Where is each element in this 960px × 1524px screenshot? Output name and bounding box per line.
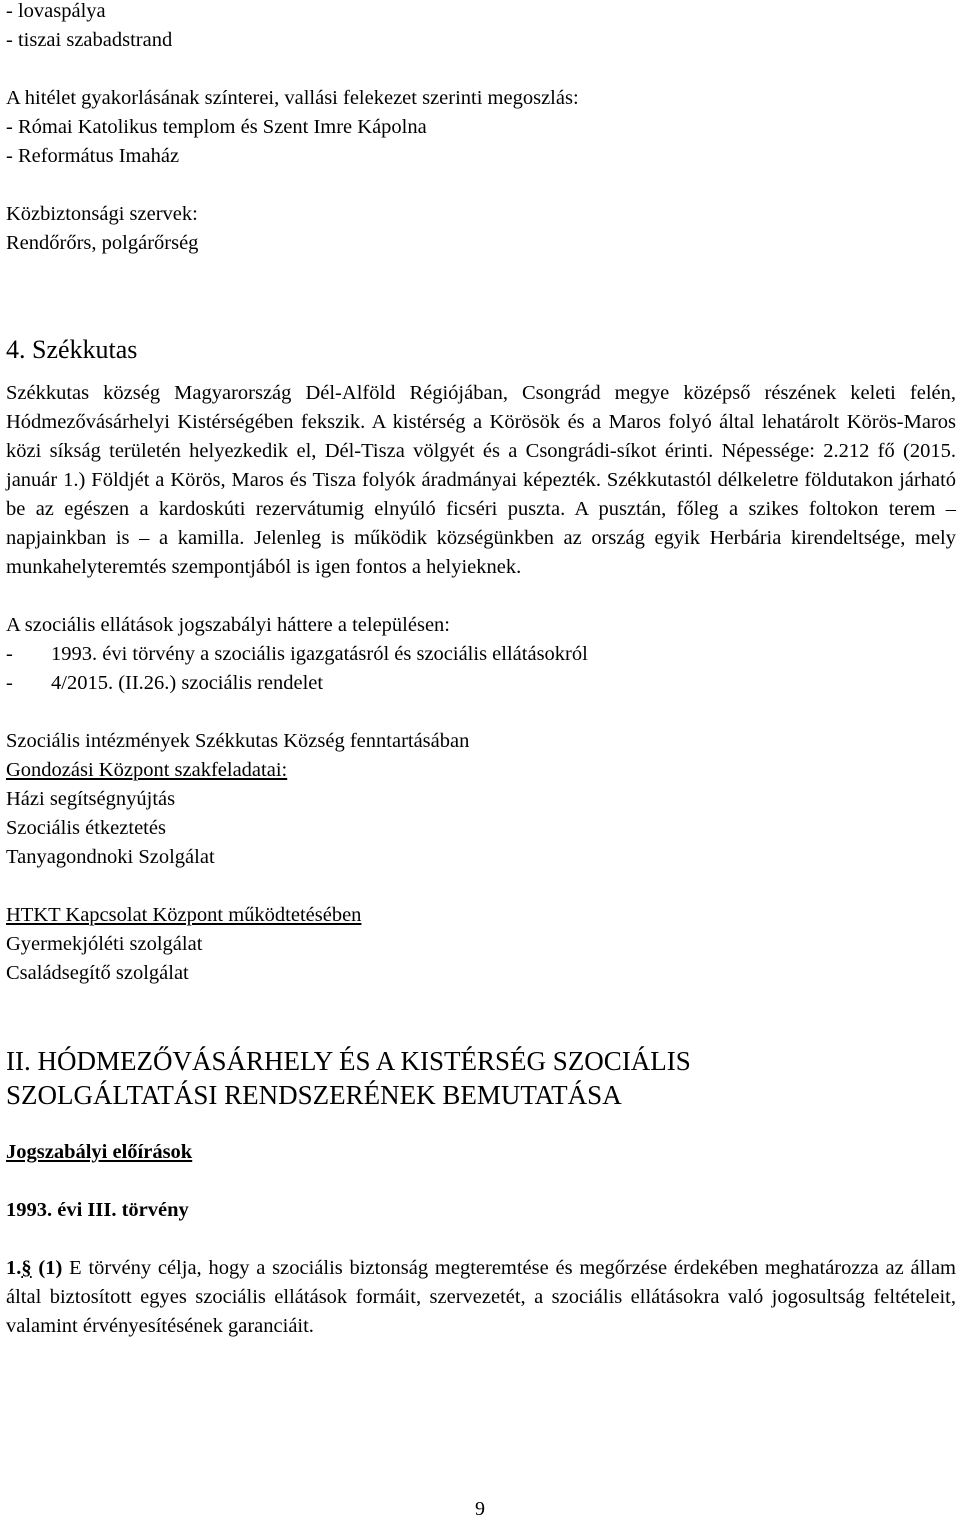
security-value: Rendőrőrs, polgárőrség <box>6 232 199 254</box>
gondozasi-heading: Gondozási Központ szakfeladatai: <box>6 759 288 781</box>
legal-item-text: 1993. évi törvény a szociális igazgatásról és szociális ellátásokról <box>51 643 588 665</box>
paragraph-sentence: A kistérség a Körösök és a Maros folyó által lehatárolt Körös-Maros közi síkság területén helyezkedik el, Dél-Tisza völgyét és a Csongrádi-síkot érinti. Népessége: 2.212 fő (2015. január 1.) <box>6 411 957 491</box>
institutions-heading: Szociális intézmények Székkutas Község fenntartásában <box>6 730 470 752</box>
service-item: Szociális étkeztetés <box>6 817 166 839</box>
law-paragraph <box>6 1254 956 1341</box>
section-sign: § <box>21 1257 32 1279</box>
law-paragraph-text: E törvény célja, hogy a szociális biztonság megteremtése és megőrzése érdekében meghatározza az állam által biztosított egyes szociális ellátások formáit, szervezetét, a szociális ellátásokra való jogosultság feltételeit, valamint érvényesítésének garanciáit. <box>6 1257 956 1337</box>
subheading: Jogszabályi előírások <box>6 1141 193 1163</box>
list-item: - tiszai szabadstrand <box>6 29 173 51</box>
legal-item-text: 4/2015. (II.26.) szociális rendelet <box>51 672 324 694</box>
security-heading: Közbiztonsági szervek: <box>6 203 198 225</box>
list-item: - lovaspálya <box>6 0 106 22</box>
section-paragraph <box>6 379 956 582</box>
law-title: 1993. évi III. törvény <box>6 1199 189 1221</box>
religion-heading: A hitélet gyakorlásának színterei, vallási felekezet szerinti megoszlás: <box>6 87 579 109</box>
paragraph-number: 1. <box>6 1257 22 1279</box>
section-title: 4. Székkutas <box>6 335 138 364</box>
legal-heading: A szociális ellátások jogszabályi háttere a településen: <box>6 614 451 636</box>
list-item: - Római Katolikus templom és Szent Imre Kápolna <box>6 116 427 138</box>
paragraph-sentence: Földjét a Körös, Maros és Tisza folyók áradmányai képezték. Székkutastól délkeletre földutakon járható be az egészen a kardoskúti rezervátumig elnyúló ficséri puszta. A pusztán, főleg a szikes foltokon terem – napjainkban is – a kamilla. Jelenleg is működik községünkben az ország egyik Herbária kirendeltsége, mely munkahelyteremtés szempontjából is igen fontos a helyieknek. <box>6 469 957 578</box>
list-item: - Református Imaház <box>6 145 180 167</box>
service-item: Tanyagondnoki Szolgálat <box>6 846 215 868</box>
htkt-heading: HTKT Kapcsolat Központ működtetésében <box>6 904 362 926</box>
service-item: Házi segítségnyújtás <box>6 788 176 810</box>
legal-item <box>6 640 956 669</box>
list-dash: - <box>6 643 13 665</box>
paragraph-sentence: Székkutas község Magyarország Dél-Alföld Régiójában, Csongrád megye középső részének keleti felén, Hódmezővásárhelyi Kistérségében fekszik. <box>6 382 956 433</box>
chapter-title: II. HÓDMEZŐVÁSÁRHELY ÉS A KISTÉRSÉG SZOCIÁLIS <box>6 1046 691 1076</box>
subsection-number: (1) <box>38 1257 63 1279</box>
list-dash: - <box>6 672 13 694</box>
chapter-title: SZOLGÁLTATÁSI RENDSZERÉNEK BEMUTATÁSA <box>6 1080 622 1110</box>
legal-item <box>6 669 956 698</box>
service-item: Családsegítő szolgálat <box>6 962 189 984</box>
service-item: Gyermekjóléti szolgálat <box>6 933 203 955</box>
document-page <box>6 0 956 1341</box>
page-number: 9 <box>475 1498 485 1520</box>
